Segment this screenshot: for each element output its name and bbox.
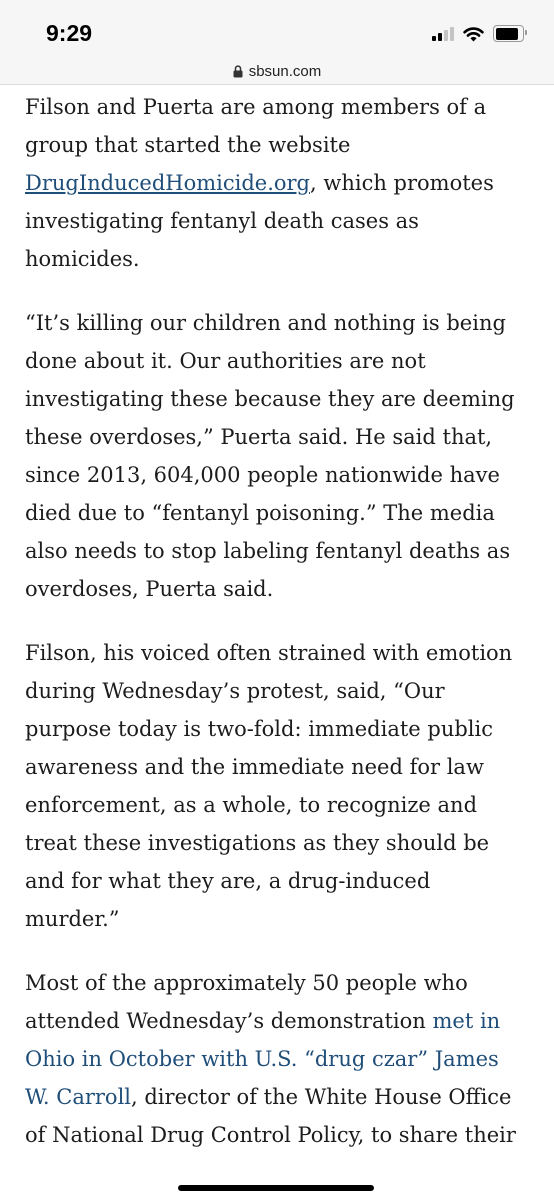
lock-icon	[233, 65, 243, 78]
url-text[interactable]: sbsun.com	[248, 62, 322, 80]
status-bar	[0, 0, 554, 58]
home-indicator[interactable]	[178, 1185, 374, 1191]
battery-icon	[493, 25, 524, 42]
article-paragraph: Filson, his voiced often strained with emotion during Wednesday’s protest, said, “Our purpose today is two-fold: immediate public awareness and the immediate need for law enforcement, as a whole, to recognize and treat these investigations as they should be and for what they are, a drug-induced murder.”	[25, 641, 513, 931]
address-bar[interactable]	[0, 58, 554, 85]
druginducedhomicide-link[interactable]: DrugInducedHomicide.org	[25, 171, 310, 195]
status-time: 9:29	[46, 20, 93, 46]
battery-fill	[496, 28, 518, 40]
status-icons	[432, 25, 524, 42]
article-paragraph: Filson and Puerta are among members of a group that started the website DrugInducedHomicide.org, which promotes investigating fentanyl death cases as homicides.	[25, 95, 494, 271]
drug-czar-meeting-link[interactable]: met in Ohio in October with U.S. “drug czar” James W. Carroll	[25, 1009, 501, 1109]
article-paragraph: Most of the approximately 50 people who attended Wednesday’s demonstration met in Ohio in October with U.S. “drug czar” James W. Carroll, director of the White House Office of National Drug Control Policy, to share their	[25, 971, 516, 1147]
article-body	[25, 84, 530, 1180]
wifi-icon	[463, 26, 484, 42]
cellular-signal-icon	[432, 26, 454, 41]
article-paragraph: “It’s killing our children and nothing is being done about it. Our authorities are not investigating these because they are deeming these overdoses,” Puerta said. He said that, since 2013, 604,000 people nationwide have died due to “fentanyl poisoning.” The media also needs to stop labeling fentanyl deaths as overdoses, Puerta said.	[25, 311, 515, 601]
